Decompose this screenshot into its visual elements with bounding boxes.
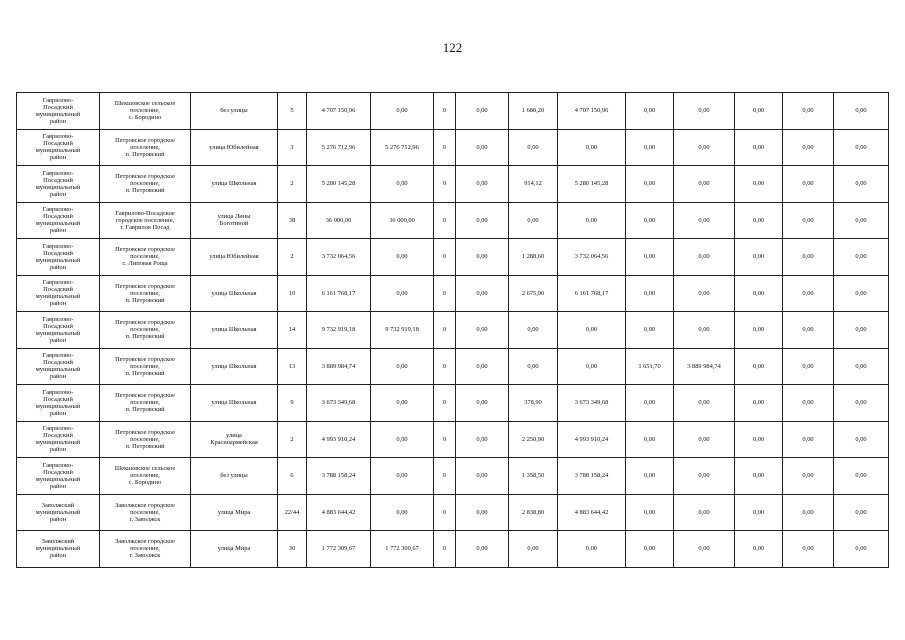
- table-cell: 0,00: [558, 129, 626, 166]
- table-cell: 36 000,00: [371, 202, 434, 239]
- table-cell: 1 651,70: [626, 348, 674, 385]
- table-cell: 0,00: [735, 421, 783, 458]
- table-cell: 0,00: [456, 93, 509, 130]
- table-cell: 0,00: [626, 129, 674, 166]
- table-cell: 0,00: [674, 239, 735, 276]
- table-cell: 0,00: [674, 458, 735, 495]
- table-cell: улица Красноармейская: [191, 421, 278, 458]
- table-cell: 0,00: [783, 531, 834, 568]
- table-cell: 0,00: [456, 239, 509, 276]
- table-row: [17, 275, 889, 312]
- table-cell: 0,00: [735, 531, 783, 568]
- table-cell: улица Юбилейная: [191, 239, 278, 276]
- table-cell: 0,00: [834, 458, 889, 495]
- table-cell: 0,00: [509, 348, 558, 385]
- table-row: [17, 385, 889, 422]
- page-number: 122: [442, 40, 463, 55]
- table-cell: 1 772 309,67: [371, 531, 434, 568]
- table-cell: Гаврилово- Посадский муниципальный район: [17, 458, 100, 495]
- table-row: [17, 348, 889, 385]
- table-cell: 4 883 644,42: [307, 494, 371, 531]
- table-cell: 0,00: [558, 312, 626, 349]
- table-cell: 0: [434, 239, 456, 276]
- table-cell: 3 788 158,24: [307, 458, 371, 495]
- table-cell: 0,00: [674, 421, 735, 458]
- table-cell: 2 838,80: [509, 494, 558, 531]
- table-cell: 0,00: [834, 421, 889, 458]
- table-cell: без улицы: [191, 93, 278, 130]
- table-cell: 0,00: [626, 312, 674, 349]
- table-cell: 6 161 768,17: [307, 275, 371, 312]
- table-cell: 0: [434, 421, 456, 458]
- table-cell: 0: [434, 494, 456, 531]
- table-cell: 6: [278, 458, 307, 495]
- table-cell: 0,00: [783, 385, 834, 422]
- table-cell: 38: [278, 202, 307, 239]
- table-cell: 0: [434, 531, 456, 568]
- table-cell: 0,00: [558, 202, 626, 239]
- table-cell: 10: [278, 275, 307, 312]
- table-cell: 3: [278, 129, 307, 166]
- table-cell: 378,90: [509, 385, 558, 422]
- table-cell: 0,00: [735, 202, 783, 239]
- table-row: [17, 312, 889, 349]
- table-cell: 0,00: [783, 93, 834, 130]
- table-cell: улица Школьная: [191, 312, 278, 349]
- table-row: [17, 531, 889, 568]
- table-cell: 0,00: [735, 312, 783, 349]
- table-cell: Петровское городское поселение, п. Петровский: [100, 166, 191, 203]
- table-cell: 0,00: [783, 239, 834, 276]
- table-cell: улица Мира: [191, 531, 278, 568]
- table-cell: Петровское городское поселение, п. Петровский: [100, 312, 191, 349]
- table-cell: 0,00: [783, 348, 834, 385]
- table-cell: Петровское городское поселение, п. Петровский: [100, 348, 191, 385]
- table-cell: 0,00: [371, 239, 434, 276]
- table-cell: Заволжский муниципальный район: [17, 494, 100, 531]
- table-cell: Заволжское городское поселение, г. Заволжск: [100, 531, 191, 568]
- table-cell: 0,00: [456, 458, 509, 495]
- table-cell: 0,00: [834, 348, 889, 385]
- table-cell: 0,00: [674, 385, 735, 422]
- table-cell: 0,00: [509, 531, 558, 568]
- table-cell: 914,12: [509, 166, 558, 203]
- table-cell: 0,00: [456, 129, 509, 166]
- table-cell: 0,00: [456, 312, 509, 349]
- table-cell: 0,00: [735, 129, 783, 166]
- table-row: [17, 129, 889, 166]
- table-cell: Гаврилово- Посадский муниципальный район: [17, 348, 100, 385]
- table-cell: 4 993 910,24: [307, 421, 371, 458]
- table-cell: 0,00: [674, 202, 735, 239]
- table-cell: 0,00: [783, 494, 834, 531]
- table-cell: 3 732 064,56: [307, 239, 371, 276]
- table-cell: улица Школьная: [191, 385, 278, 422]
- table-cell: 5 280 145,28: [558, 166, 626, 203]
- table-cell: 30: [278, 531, 307, 568]
- table-cell: Гаврилово-Посадское городское поселение, г. Гаврилов Посад: [100, 202, 191, 239]
- table-cell: 0,00: [834, 239, 889, 276]
- table-cell: 9 732 919,18: [371, 312, 434, 349]
- table-cell: 0,00: [674, 275, 735, 312]
- table-cell: улица Школьная: [191, 166, 278, 203]
- table-cell: Гаврилово- Посадский муниципальный район: [17, 93, 100, 130]
- table-cell: 0,00: [834, 312, 889, 349]
- table-cell: 0,00: [783, 275, 834, 312]
- table-cell: 0,00: [783, 458, 834, 495]
- table-row: [17, 93, 889, 130]
- table-cell: 0: [434, 93, 456, 130]
- table-cell: 0,00: [735, 348, 783, 385]
- table-cell: Гаврилово- Посадский муниципальный район: [17, 166, 100, 203]
- table-cell: 3 889 984,74: [674, 348, 735, 385]
- table-cell: 4 707 150,96: [307, 93, 371, 130]
- table-cell: 0: [434, 348, 456, 385]
- table-cell: 0,00: [509, 312, 558, 349]
- table-cell: 4 883 644,42: [558, 494, 626, 531]
- table-cell: 0: [434, 385, 456, 422]
- table-cell: 9: [278, 385, 307, 422]
- table-cell: 0,00: [626, 202, 674, 239]
- table-cell: Шекшовское сельское поселение, с. Бородино: [100, 458, 191, 495]
- table-cell: 0,00: [371, 275, 434, 312]
- table-cell: Гаврилово- Посадский муниципальный район: [17, 385, 100, 422]
- table-cell: 0,00: [371, 494, 434, 531]
- table-cell: 3 732 064,56: [558, 239, 626, 276]
- table-cell: 0,00: [674, 129, 735, 166]
- table-cell: 0,00: [626, 93, 674, 130]
- table-cell: 0,00: [735, 239, 783, 276]
- table-row: [17, 494, 889, 531]
- table-cell: Петровское городское поселение, п. Петровский: [100, 421, 191, 458]
- table-cell: 0,00: [674, 494, 735, 531]
- table-cell: 0,00: [558, 531, 626, 568]
- table-cell: 14: [278, 312, 307, 349]
- table-cell: Гаврилово- Посадский муниципальный район: [17, 239, 100, 276]
- table-cell: 0,00: [456, 202, 509, 239]
- table-cell: 0,00: [674, 531, 735, 568]
- table-cell: 5 280 145,28: [307, 166, 371, 203]
- table-cell: 0,00: [626, 239, 674, 276]
- table-cell: 0: [434, 458, 456, 495]
- table-cell: Шекшовское сельское поселение, с. Бородино: [100, 93, 191, 130]
- table-cell: 0,00: [783, 202, 834, 239]
- table-cell: 0,00: [834, 494, 889, 531]
- table-cell: 0,00: [371, 385, 434, 422]
- table-cell: 3 788 158,24: [558, 458, 626, 495]
- table-cell: Гаврилово- Посадский муниципальный район: [17, 421, 100, 458]
- table-cell: 0,00: [783, 129, 834, 166]
- table-cell: 0,00: [735, 275, 783, 312]
- table-cell: 5 276 712,96: [307, 129, 371, 166]
- table-row: [17, 166, 889, 203]
- table-cell: 0,00: [626, 385, 674, 422]
- table-cell: 0,00: [674, 166, 735, 203]
- table-cell: 0: [434, 275, 456, 312]
- table-cell: улица Школьная: [191, 348, 278, 385]
- table-cell: 0: [434, 166, 456, 203]
- table-cell: 0,00: [674, 93, 735, 130]
- table-cell: 36 000,00: [307, 202, 371, 239]
- table-cell: 3 673 349,68: [307, 385, 371, 422]
- table-cell: 9 732 919,18: [307, 312, 371, 349]
- table-cell: улица Лины Боготиной: [191, 202, 278, 239]
- table-cell: 0,00: [735, 93, 783, 130]
- table-cell: 0: [434, 202, 456, 239]
- table-cell: Петровское городское поселение, п. Петровский: [100, 129, 191, 166]
- table-cell: 5 276 712,96: [371, 129, 434, 166]
- table-cell: Гаврилово- Посадский муниципальный район: [17, 312, 100, 349]
- table-cell: 0,00: [834, 275, 889, 312]
- table-cell: 0,00: [626, 275, 674, 312]
- table-cell: 3 889 984,74: [307, 348, 371, 385]
- table-cell: 2: [278, 239, 307, 276]
- table-cell: 0,00: [834, 129, 889, 166]
- table-cell: 13: [278, 348, 307, 385]
- registry-table: [16, 92, 889, 568]
- table-cell: Гаврилово- Посадский муниципальный район: [17, 275, 100, 312]
- table-row: [17, 239, 889, 276]
- table-cell: 0,00: [509, 202, 558, 239]
- table-cell: 0,00: [626, 421, 674, 458]
- table-cell: 0,00: [456, 348, 509, 385]
- table-cell: 5: [278, 93, 307, 130]
- table-cell: 0,00: [371, 166, 434, 203]
- table-cell: 2: [278, 421, 307, 458]
- table-cell: 0,00: [674, 312, 735, 349]
- table-cell: 22/44: [278, 494, 307, 531]
- table-cell: Петровское городское поселение, п. Петровский: [100, 275, 191, 312]
- table-cell: 1 680,20: [509, 93, 558, 130]
- table-cell: 0,00: [456, 275, 509, 312]
- table-cell: 6 161 768,17: [558, 275, 626, 312]
- table-cell: 0,00: [626, 494, 674, 531]
- table-cell: 0: [434, 312, 456, 349]
- table-cell: 0,00: [834, 93, 889, 130]
- table-cell: 0,00: [456, 421, 509, 458]
- table-cell: 4 993 910,24: [558, 421, 626, 458]
- table-cell: 0,00: [783, 312, 834, 349]
- table-cell: 0,00: [371, 421, 434, 458]
- table-cell: Петровское городское поселение, с. Липовая Роща: [100, 239, 191, 276]
- table-cell: 0,00: [456, 166, 509, 203]
- table-cell: 0,00: [371, 93, 434, 130]
- table-cell: 0,00: [558, 348, 626, 385]
- table-cell: 0,00: [834, 166, 889, 203]
- table-cell: 0,00: [626, 458, 674, 495]
- table-cell: 0: [434, 129, 456, 166]
- table-cell: 0,00: [834, 531, 889, 568]
- table-cell: 0,00: [626, 166, 674, 203]
- table-cell: улица Юбилейная: [191, 129, 278, 166]
- table-cell: 0,00: [783, 421, 834, 458]
- table-cell: 0,00: [735, 458, 783, 495]
- table-cell: 0,00: [371, 458, 434, 495]
- table-cell: 0,00: [834, 202, 889, 239]
- table-cell: 1 772 309,67: [307, 531, 371, 568]
- table-cell: Заволжский муниципальный район: [17, 531, 100, 568]
- table-cell: 0,00: [735, 494, 783, 531]
- table-cell: Гаврилово- Посадский муниципальный район: [17, 202, 100, 239]
- table-cell: 0,00: [456, 385, 509, 422]
- table-cell: 1 288,60: [509, 239, 558, 276]
- table-cell: 2 250,90: [509, 421, 558, 458]
- table-cell: 3 673 349,68: [558, 385, 626, 422]
- table-cell: Петровское городское поселение, п. Петровский: [100, 385, 191, 422]
- table-row: [17, 202, 889, 239]
- table-cell: Заволжское городское поселение, г. Заволжск: [100, 494, 191, 531]
- table-cell: 0,00: [371, 348, 434, 385]
- table-cell: 4 707 150,96: [558, 93, 626, 130]
- table-row: [17, 458, 889, 495]
- table-cell: 2: [278, 166, 307, 203]
- table-cell: 0,00: [509, 129, 558, 166]
- table-cell: без улицы: [191, 458, 278, 495]
- table-row: [17, 421, 889, 458]
- table-cell: улица Школьная: [191, 275, 278, 312]
- table-cell: 1 358,50: [509, 458, 558, 495]
- table-cell: 0,00: [735, 385, 783, 422]
- table-cell: 0,00: [834, 385, 889, 422]
- table-cell: 0,00: [456, 531, 509, 568]
- table-cell: 0,00: [735, 166, 783, 203]
- table-cell: 2 675,90: [509, 275, 558, 312]
- table-cell: улица Мира: [191, 494, 278, 531]
- table-cell: 0,00: [626, 531, 674, 568]
- table-cell: 0,00: [456, 494, 509, 531]
- table-cell: 0,00: [783, 166, 834, 203]
- table-cell: Гаврилово- Посадский муниципальный район: [17, 129, 100, 166]
